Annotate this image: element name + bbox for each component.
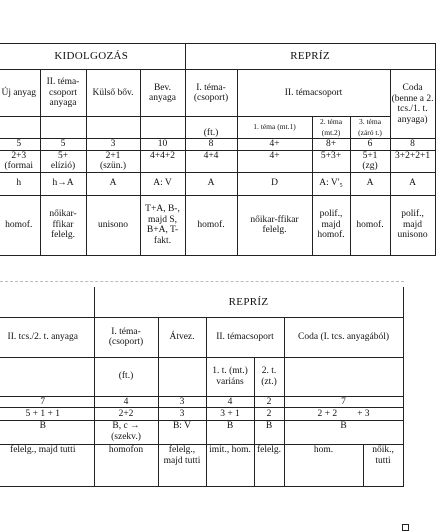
key-cell: B: V (158, 421, 206, 445)
group-text: 2 + 2 (317, 408, 338, 419)
group-cell: 5+3+ (312, 150, 350, 172)
corner-empty (0, 287, 94, 317)
texture-cell: polif., majd homof. (312, 195, 350, 255)
key-cell: B (284, 421, 403, 445)
group-note: elízió) (50, 161, 76, 171)
repriz-header-2: REPRÍZ (94, 287, 403, 317)
texture-cell: hom. (284, 445, 363, 487)
group-text: 2+1 (105, 150, 121, 161)
texture-cell: unisono (86, 195, 140, 255)
count-cell: 8 (185, 139, 237, 151)
group-text: 5+ (57, 150, 69, 161)
sub-ft: (ft.) (185, 117, 237, 139)
sub-mt1: 1. téma (mt.1) (237, 117, 312, 139)
texture-cell: homof. (185, 195, 237, 255)
group-cell (0, 150, 40, 172)
key-cell: A (390, 172, 435, 195)
group-cell (86, 150, 140, 172)
texture-cell: nőik., tutti (363, 445, 403, 487)
sub-empty (86, 117, 140, 139)
count-cell: 7 (284, 396, 403, 408)
sub-empty (158, 357, 206, 396)
group-note: (szün.) (99, 161, 127, 171)
group-cell: 4+4+2 (140, 150, 185, 172)
col-bev-anyaga: Bev. anyaga (140, 70, 185, 117)
count-cell: 2 (254, 396, 284, 408)
key-cell: B (206, 421, 254, 445)
col-coda: Coda (benne a 2. tcs./1. t. anyaga) (390, 70, 435, 139)
col-temacsoport2: II. témacsoport (206, 317, 284, 357)
texture-cell: nőikar-ffikar felelg. (40, 195, 86, 255)
col-tema1: I. téma-(csoport) (94, 317, 158, 357)
sub-ft: (ft.) (94, 357, 158, 396)
kidolgozas-header: KIDOLGOZÁS (0, 44, 185, 70)
resize-handle[interactable] (402, 524, 409, 531)
count-cell: 10 (140, 139, 185, 151)
sub-zaro: 3. téma (záró t.) (350, 117, 390, 139)
count-cell: 5 (0, 139, 40, 151)
page-separator (0, 281, 404, 282)
sub-t1: 1. t. (mt.) variáns (206, 357, 254, 396)
group-text: 2+3 (11, 150, 27, 161)
group-text: + 3 (357, 408, 370, 419)
key-text: B, c → (112, 421, 140, 431)
group-cell: 4+4 (185, 150, 237, 172)
key-cell: D (237, 172, 312, 195)
count-cell: 4 (94, 396, 158, 408)
count-cell: 8+ (312, 139, 350, 151)
key-cell: h→A (40, 172, 86, 195)
group-cell: 3 (158, 408, 206, 421)
texture-cell: homof. (0, 195, 40, 255)
col-tema1: I. téma-(csoport) (185, 70, 237, 117)
count-cell: 4 (206, 396, 254, 408)
texture-cell: felelg., majd tutti (0, 445, 94, 487)
texture-cell: imit., hom. (206, 445, 254, 487)
count-cell: 5 (40, 139, 86, 151)
texture-cell: homof. (350, 195, 390, 255)
sub-empty (40, 117, 86, 139)
col-uj-anyag: Új anyag (0, 70, 40, 117)
texture-cell: homofon (94, 445, 158, 487)
repriz-header: REPRÍZ (185, 44, 435, 70)
key-cell: A (350, 172, 390, 195)
sub-empty (140, 117, 185, 139)
key-cell: B (0, 421, 94, 445)
group-cell: 2 (254, 408, 284, 421)
group-note: (formai (4, 161, 33, 171)
group-cell (350, 150, 390, 172)
group-note: (zg) (362, 161, 378, 171)
key-cell: A (86, 172, 140, 195)
count-cell: 6 (350, 139, 390, 151)
count-cell: 4+ (237, 139, 312, 151)
col-tcs2-anyaga: II. tcs./2. t. anyaga (0, 317, 94, 357)
analysis-table-1 (0, 43, 436, 256)
texture-cell: polif., majd unisono (390, 195, 435, 255)
analysis-table-2 (0, 287, 404, 487)
count-cell: 8 (390, 139, 435, 151)
key-note: (szekv.) (111, 431, 141, 442)
group-cell: 2+2 (94, 408, 158, 421)
col-tema2-anyag: II. téma-csoport anyaga (40, 70, 86, 117)
count-cell: 3 (86, 139, 140, 151)
sub-empty (0, 117, 40, 139)
key-cell: A: V (140, 172, 185, 195)
texture-cell: T+A, B-, majd S, B+A, T-fakt. (140, 195, 185, 255)
group-cell (284, 408, 403, 421)
key-cell: A (185, 172, 237, 195)
key-cell: B (254, 421, 284, 445)
count-cell: 7 (0, 396, 94, 408)
group-cell: 3 + 1 (206, 408, 254, 421)
group-text: 5+1 (362, 150, 378, 161)
sub-t2: 2. t. (zt.) (254, 357, 284, 396)
sub-empty (0, 357, 94, 396)
count-cell: 3 (158, 396, 206, 408)
texture-cell: felelg., majd tutti (158, 445, 206, 487)
group-cell: 3+2+2+1 (390, 150, 435, 172)
group-cell: 5 + 1 + 1 (0, 408, 94, 421)
group-cell: 4+ (237, 150, 312, 172)
sub-mt2: 2. téma (mt.2) (312, 117, 350, 139)
col-kulso-bov: Külső bőv. (86, 70, 140, 117)
col-coda: Coda (I. tcs. anyagából) (284, 317, 403, 357)
col-temacsoport2: II. témacsoport (237, 70, 390, 117)
group-cell (40, 150, 86, 172)
texture-cell: nőikar-ffikar felelg. (237, 195, 312, 255)
texture-cell: felelg. (254, 445, 284, 487)
key-cell: A: V'₅ (312, 172, 350, 195)
col-atvez: Átvez. (158, 317, 206, 357)
key-cell (94, 421, 158, 445)
sub-empty (284, 357, 403, 396)
key-cell: h (0, 172, 40, 195)
